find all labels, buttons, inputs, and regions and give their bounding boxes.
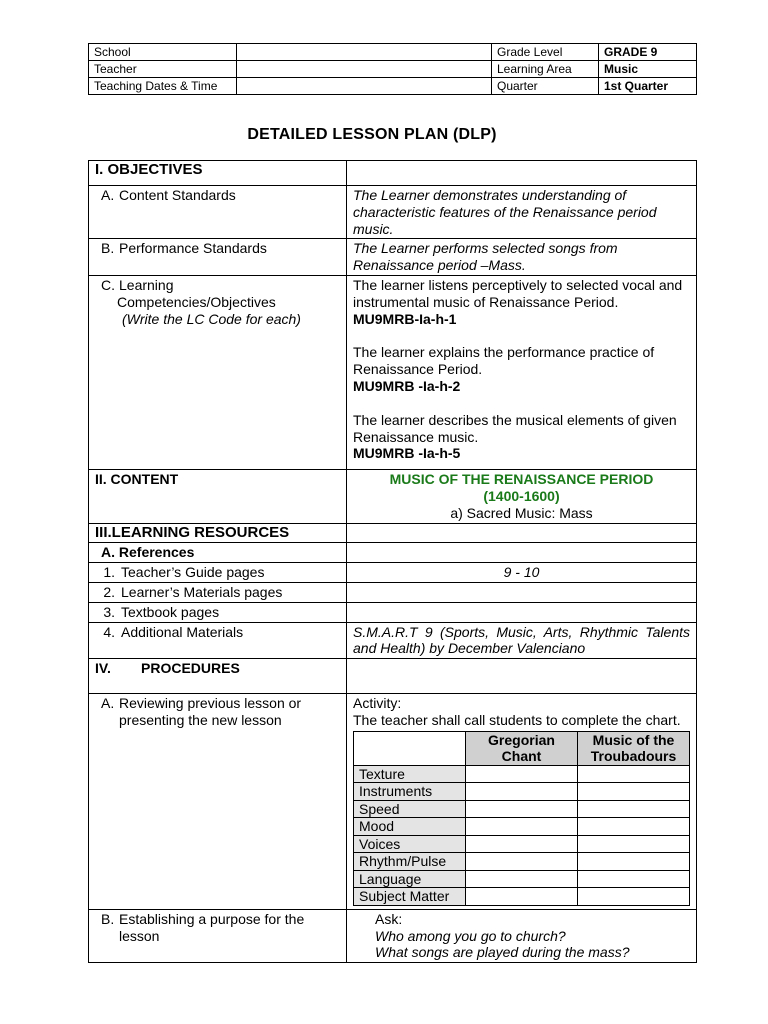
content-cell xyxy=(347,470,697,523)
quarter-label: Quarter xyxy=(492,78,599,95)
content-standards-label-cell xyxy=(89,186,347,239)
performance-standards-label-cell xyxy=(89,239,347,276)
performance-standards-row xyxy=(89,239,697,276)
chart-cell[interactable] xyxy=(466,800,578,818)
resource-label-cell-4 xyxy=(89,622,347,659)
purpose-letter: B. xyxy=(101,910,115,927)
purpose-label-cell xyxy=(89,909,347,962)
school-value xyxy=(237,44,492,61)
resources-heading-blank xyxy=(347,523,697,543)
chart-corner xyxy=(354,731,466,765)
procedures-heading-num: IV. xyxy=(95,660,111,677)
school-label: School xyxy=(89,44,237,61)
resource-num-1: 1. xyxy=(103,564,115,581)
content-title-line2: (1400-1600) xyxy=(483,487,560,504)
resources-heading: III.LEARNING RESOURCES xyxy=(89,523,347,543)
teacher-label: Teacher xyxy=(89,61,237,78)
chart-row-label: Speed xyxy=(354,800,466,818)
review-activity: Activity: xyxy=(353,695,402,712)
review-label: Reviewing previous lesson or presenting the new lesson xyxy=(119,695,302,728)
chart-cell[interactable] xyxy=(466,870,578,888)
chart-row xyxy=(354,783,690,801)
chart-cell[interactable] xyxy=(578,818,690,836)
learning-area-value: Music xyxy=(599,61,697,78)
resource-label-4: Additional Materials xyxy=(121,623,244,640)
review-label-cell xyxy=(89,694,347,910)
review-letter: A. xyxy=(101,695,115,712)
chart-row-label: Voices xyxy=(354,835,466,853)
purpose-cell xyxy=(347,909,697,962)
resource-row-1 xyxy=(89,563,697,583)
review-row xyxy=(89,694,697,910)
resource-row-2 xyxy=(89,582,697,602)
chart-row-label: Rhythm/Pulse xyxy=(354,853,466,871)
resource-label-2: Learner’s Materials pages xyxy=(121,583,283,600)
chart-row-label: Language xyxy=(354,870,466,888)
resource-row-3 xyxy=(89,602,697,622)
chart-cell[interactable] xyxy=(578,765,690,783)
content-title-line1: MUSIC OF THE RENAISSANCE PERIOD xyxy=(389,471,654,488)
learning-area-label: Learning Area xyxy=(492,61,599,78)
chart-cell[interactable] xyxy=(466,783,578,801)
procedures-heading: PROCEDURES xyxy=(141,660,240,677)
resource-label-3: Textbook pages xyxy=(121,603,220,620)
grade-level-value: GRADE 9 xyxy=(599,44,697,61)
chart-row xyxy=(354,888,690,906)
chart-row xyxy=(354,818,690,836)
competencies-label-cell xyxy=(89,275,347,469)
resource-value-4: S.M.A.R.T 9 (Sports, Music, Arts, Rhythmic Talents and Health) by December Valenciano xyxy=(347,622,697,659)
competency-code-2: MU9MRB -Ia-h-2 xyxy=(353,377,461,394)
competencies-row xyxy=(89,275,697,469)
purpose-ask: Ask: xyxy=(375,910,403,927)
resource-value-2 xyxy=(347,582,697,602)
resource-label-cell-1 xyxy=(89,563,347,583)
chart-row-label: Subject Matter xyxy=(354,888,466,906)
review-instruction: The teacher shall call students to complete the chart. xyxy=(353,711,681,728)
chart-cell[interactable] xyxy=(578,783,690,801)
chart-cell[interactable] xyxy=(466,888,578,906)
chart-row-label: Instruments xyxy=(354,783,466,801)
chart-cell[interactable] xyxy=(578,800,690,818)
page-title: DETAILED LESSON PLAN (DLP) xyxy=(247,126,497,143)
competencies-items-cell xyxy=(347,275,697,469)
references-row xyxy=(89,543,697,563)
resource-num-3: 3. xyxy=(103,603,115,620)
performance-standards-label: Performance Standards xyxy=(119,240,267,257)
chart-cell[interactable] xyxy=(578,835,690,853)
dates-label: Teaching Dates & Time xyxy=(89,78,237,95)
header-row-school xyxy=(89,44,697,61)
competency-text-3: The learner describes the musical elements of given Renaissance music. xyxy=(353,411,677,445)
chart-cell[interactable] xyxy=(578,870,690,888)
chart-row-label: Mood xyxy=(354,818,466,836)
chart-row xyxy=(354,835,690,853)
resource-value-1: 9 - 10 xyxy=(347,563,697,583)
chart-cell[interactable] xyxy=(578,888,690,906)
header-info-table xyxy=(88,43,697,95)
procedures-heading-blank xyxy=(347,659,697,694)
competencies-label-note: (Write the LC Code for each) xyxy=(122,310,301,327)
chart-cell[interactable] xyxy=(466,853,578,871)
review-cell xyxy=(347,694,697,910)
resource-num-4: 4. xyxy=(103,623,115,640)
chart-cell[interactable] xyxy=(466,765,578,783)
references-label: A. References xyxy=(89,543,347,563)
resource-row-4 xyxy=(89,622,697,659)
competency-code-1: MU9MRB-Ia-h-1 xyxy=(353,310,457,327)
chart-row xyxy=(354,800,690,818)
chart-header-row xyxy=(354,731,690,765)
procedures-heading-row xyxy=(89,659,697,694)
competencies-label-line2: Competencies/Objectives xyxy=(117,293,276,310)
resource-num-2: 2. xyxy=(103,583,115,600)
competencies-label-line1: Learning xyxy=(119,276,174,293)
competency-code-3: MU9MRB -Ia-h-5 xyxy=(353,445,461,462)
performance-standards-letter: B. xyxy=(101,240,115,257)
purpose-row xyxy=(89,909,697,962)
resources-heading-row xyxy=(89,523,697,543)
objectives-heading-blank xyxy=(347,161,697,186)
chart-row xyxy=(354,870,690,888)
purpose-question-1: Who among you go to church? xyxy=(375,927,566,944)
content-row xyxy=(89,470,697,523)
procedures-heading-cell xyxy=(89,659,347,694)
lesson-plan-table xyxy=(88,160,697,963)
chart-row xyxy=(354,765,690,783)
content-standards-text: The Learner demonstrates understanding of characteristic features of the Renaissance period music. xyxy=(347,186,697,239)
resource-value-3 xyxy=(347,602,697,622)
dates-value xyxy=(237,78,492,95)
content-standards-row xyxy=(89,186,697,239)
resource-label-cell-2 xyxy=(89,582,347,602)
content-standards-label: Content Standards xyxy=(119,187,236,203)
chart-cell[interactable] xyxy=(578,853,690,871)
chart-row-label: Texture xyxy=(354,765,466,783)
purpose-question-2: What songs are played during the mass? xyxy=(375,944,630,961)
content-heading: II. CONTENT xyxy=(89,470,347,523)
resource-label-cell-3 xyxy=(89,602,347,622)
teacher-value xyxy=(237,61,492,78)
chart-col-troubadours: Music of the Troubadours xyxy=(578,731,690,765)
grade-level-label: Grade Level xyxy=(492,44,599,61)
header-row-teacher xyxy=(89,61,697,78)
competency-text-2: The learner explains the performance practice of Renaissance Period. xyxy=(353,344,655,378)
objectives-heading: I. OBJECTIVES xyxy=(89,161,347,186)
performance-standards-text: The Learner performs selected songs from Renaissance period –Mass. xyxy=(347,239,697,276)
purpose-label: Establishing a purpose for the lesson xyxy=(119,910,305,944)
comparison-chart xyxy=(353,731,690,906)
references-blank xyxy=(347,543,697,563)
chart-row xyxy=(354,853,690,871)
chart-cell[interactable] xyxy=(466,818,578,836)
objectives-heading-row xyxy=(89,161,697,186)
chart-col-gregorian: Gregorian Chant xyxy=(466,731,578,765)
content-standards-letter: A. xyxy=(101,187,115,203)
quarter-value: 1st Quarter xyxy=(599,78,697,95)
competencies-letter: C. xyxy=(101,276,115,293)
competency-text-1: The learner listens perceptively to selected vocal and instrumental music of Renaissance Period. xyxy=(353,276,683,310)
resource-label-1: Teacher’s Guide pages xyxy=(121,564,265,581)
chart-cell[interactable] xyxy=(466,835,578,853)
header-row-dates xyxy=(89,78,697,95)
content-subtitle: a) Sacred Music: Mass xyxy=(450,504,593,521)
